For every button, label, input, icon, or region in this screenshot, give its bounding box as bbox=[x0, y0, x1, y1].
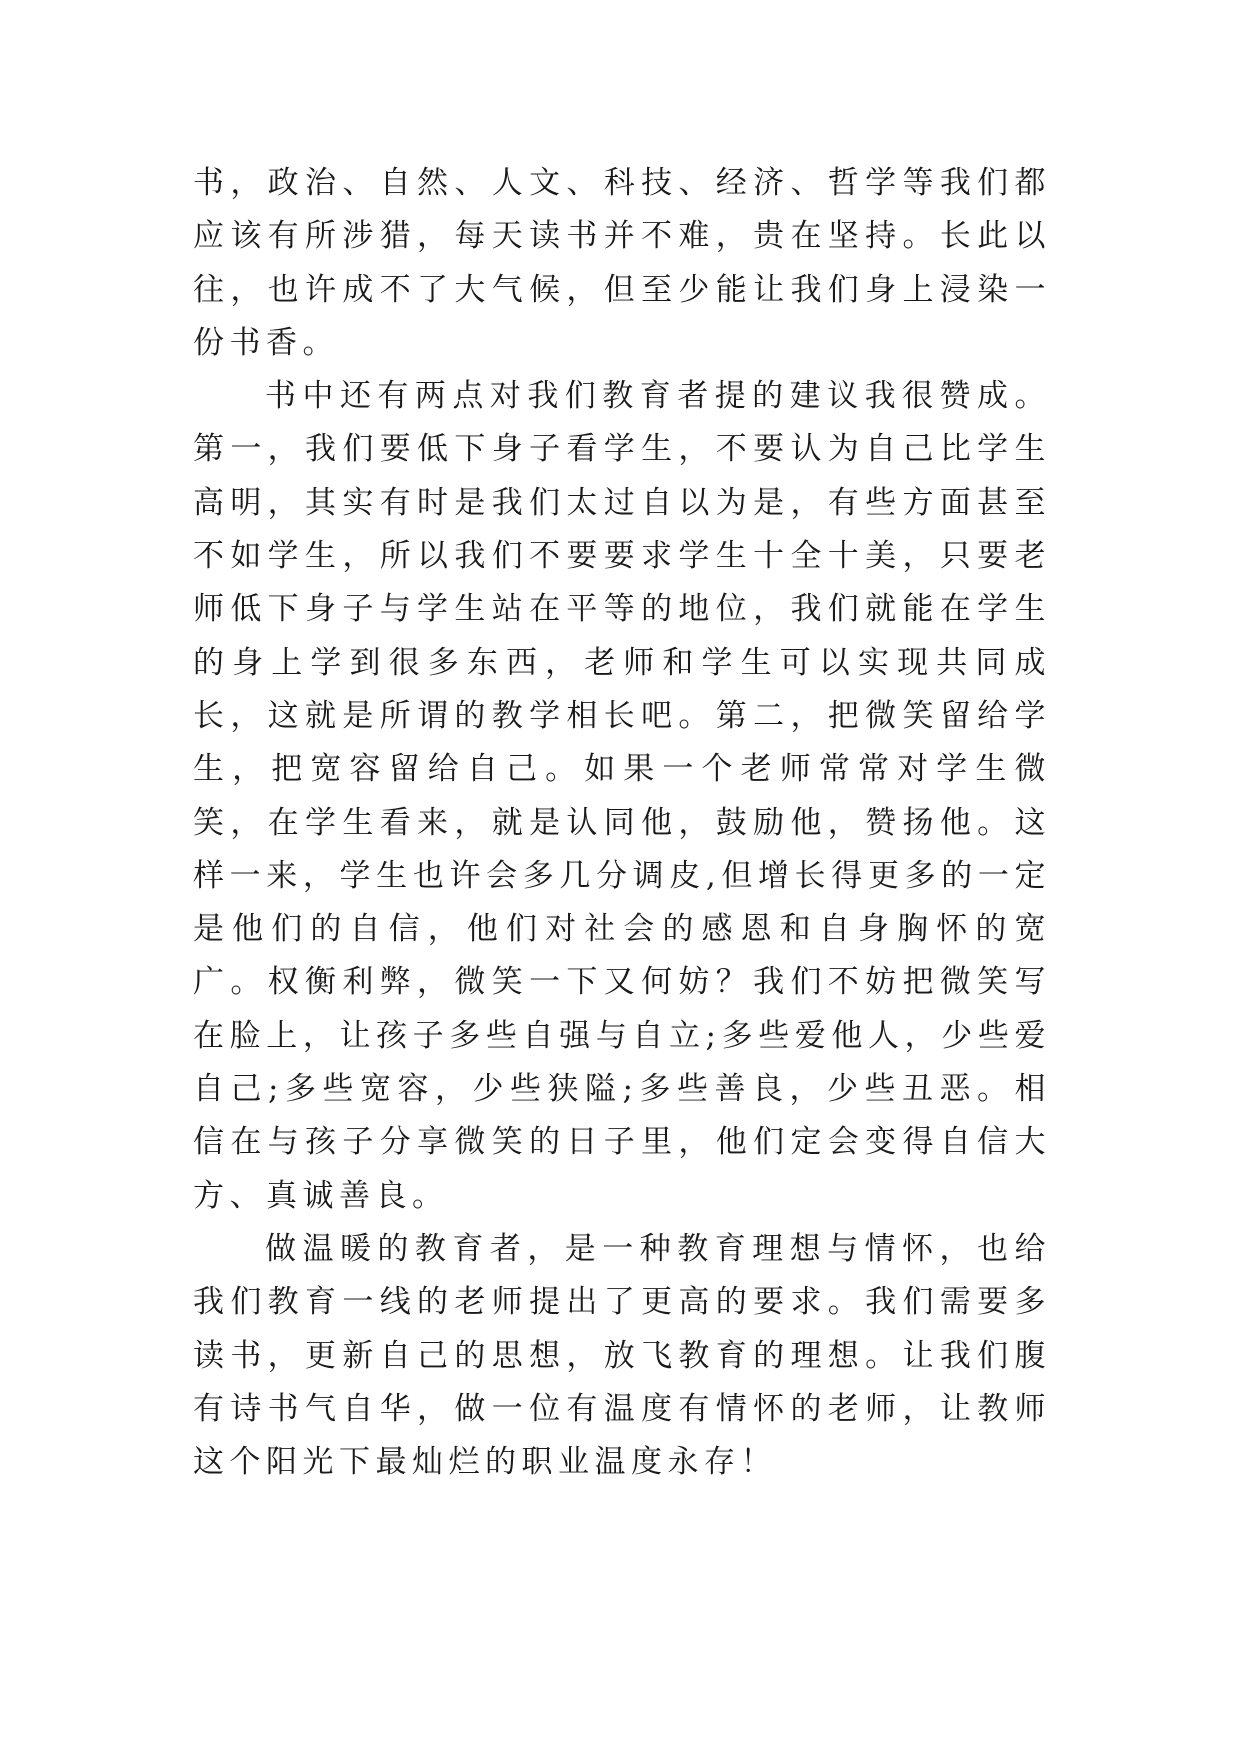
paragraph-3: 做温暖的教育者，是一种教育理想与情怀，也给我们教育一线的老师提出了更高的要求。我们需要多读书，更新自己的思想，放飞教育的理想。让我们腹有诗书气自华，做一位有温度有情怀的老师，让教师这个阳光下最灿烂的职业温度永存！ bbox=[193, 1230, 1051, 1481]
document-body bbox=[193, 157, 1051, 1489]
paragraph-1: 书，政治、自然、人文、科技、经济、哲学等我们都应该有所涉猎，每天读书并不难，贵在坚持。长此以往，也许成不了大气候，但至少能让我们身上浸染一份书香。 bbox=[193, 165, 1051, 361]
paragraph-2: 书中还有两点对我们教育者提的建议我很赞成。第一，我们要低下身子看学生，不要认为自己比学生高明，其实有时是我们太过自以为是，有些方面甚至不如学生，所以我们不要要求学生十全十美，只要老师低下身子与学生站在平等的地位，我们就能在学生的身上学到很多东西，老师和学生可以实现共同成长，这就是所谓的教学相长吧。第二，把微笑留给学生，把宽容留给自己。如果一个老师常常对学生微笑，在学生看来，就是认同他，鼓励他，赞扬他。这样一来，学生也许会多几分调皮,但增长得更多的一定是他们的自信，他们对社会的感恩和自身胸怀的宽广。权衡利弊，微笑一下又何妨？我们不妨把微笑写在脸上，让孩子多些自强与自立;多些爱他人，少些爱自己;多些宽容，少些狭隘;多些善良，少些丑恶。相信在与孩子分享微笑的日子里，他们定会变得自信大方、真诚善良。 bbox=[193, 378, 1051, 1214]
